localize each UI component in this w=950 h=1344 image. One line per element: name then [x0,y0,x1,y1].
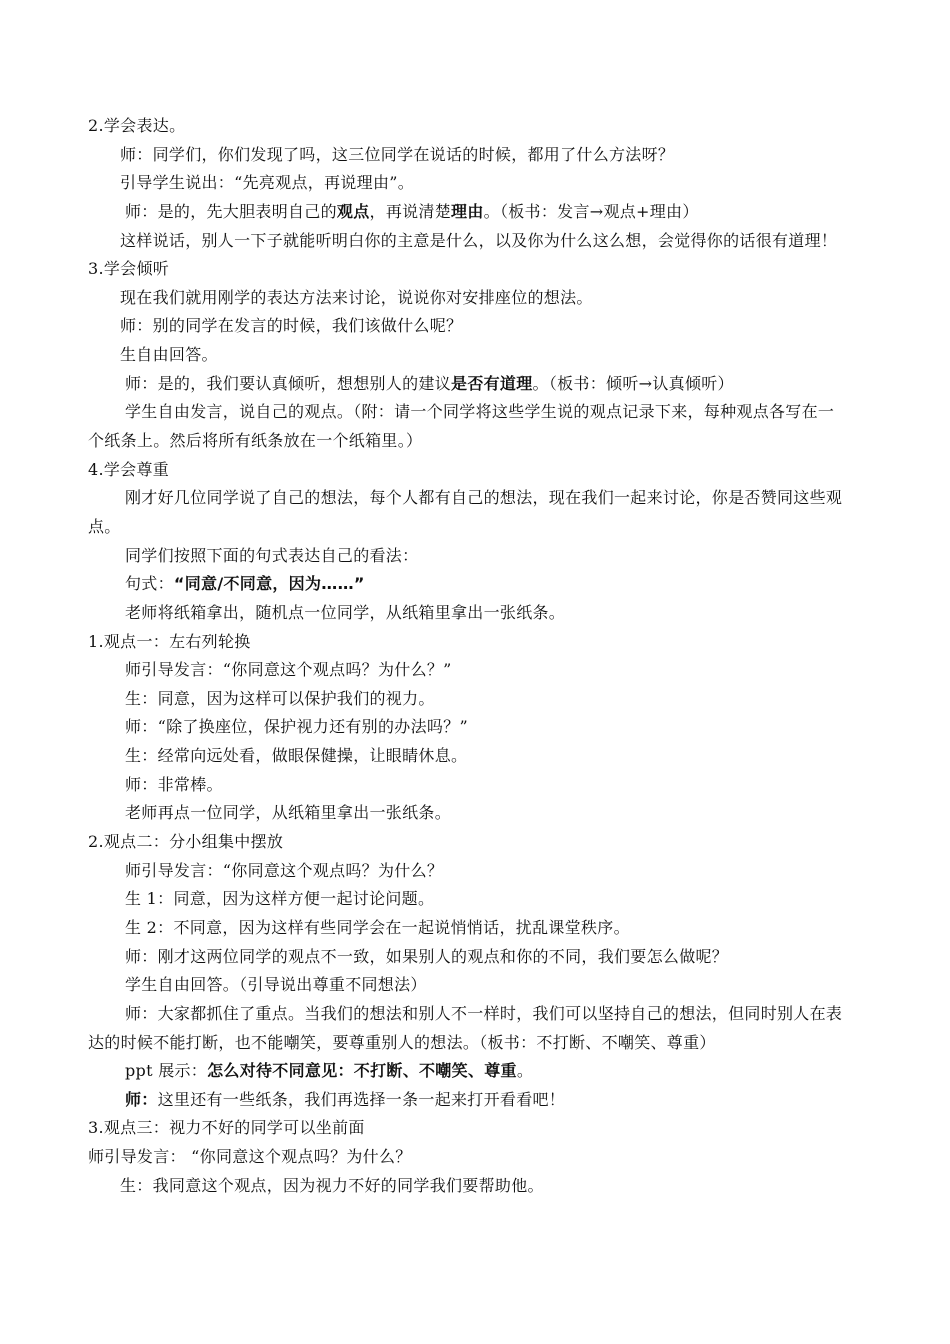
text-line [0,513,950,542]
document-body [0,112,950,1200]
text-segment: 2.学会表达。 [88,116,186,135]
text-segment: 3.观点三：视力不好的同学可以坐前面 [88,1118,365,1138]
text-line [0,1086,950,1115]
text-segment: 。（板书：倾听→认真倾听） [532,373,734,393]
text-segment: 点。 [88,516,121,536]
text-segment: 达的时候不能打断，也不能嘲笑，要尊重别人的想法。（板书：不打断、不嘲笑、尊重） [88,1032,716,1052]
text-segment: 4.学会尊重 [88,459,170,479]
text-line [0,599,950,628]
text-line [0,771,950,800]
text-line [0,656,950,685]
text-segment: 老师再点一位同学，从纸箱里拿出一张纸条。 [125,803,452,823]
text-line [0,112,950,141]
bold-text: 是否有道理 [451,373,533,393]
text-segment: 。 [516,1061,534,1081]
text-line [0,914,950,943]
text-line [0,971,950,1000]
text-line [0,169,950,198]
text-segment: 师：是的，我们要认真倾听，想想别人的建议 [125,373,452,393]
text-line [0,1029,950,1058]
text-segment: 学生自由发言，说自己的观点。（附：请一个同学将这些学生说的观点记录下来，每种观点各写在一 [125,402,835,422]
text-segment: 师：别的同学在发言的时候，我们该做什么呢？ [120,316,463,336]
text-line [0,885,950,914]
text-line [0,227,950,256]
text-segment: 。（板书：发言→观点+理由） [483,201,699,221]
text-segment: 同学们按照下面的句式表达自己的看法： [125,545,419,565]
text-segment: 现在我们就用刚学的表达方法来讨论，说说你对安排座位的想法。 [120,287,593,307]
text-line [0,570,950,599]
text-segment: 师引导发言：“你同意这个观点吗？为什么？ [125,860,444,880]
text-segment: 学生自由回答。（引导说出尊重不同想法） [125,975,427,995]
text-line [0,742,950,771]
text-line [0,255,950,284]
text-segment: 生：经常向远处看，做眼保健操，让眼睛休息。 [125,746,468,766]
bold-text: 观点 [336,201,370,221]
text-line [0,799,950,828]
text-line [0,341,950,370]
bold-text: 怎么对待不同意见：不打断、不嘲笑、尊重 [207,1061,517,1081]
text-segment: 师引导发言：“你同意这个观点吗？为什么？” [125,660,452,680]
text-line [0,456,950,485]
text-segment: 句式： [125,574,174,594]
text-line [0,370,950,399]
bold-text: 理由 [451,201,484,221]
text-line [0,628,950,657]
bold-text: “同意/不同意，因为……” [173,574,365,594]
text-line [0,542,950,571]
text-line [0,141,950,170]
text-line [0,685,950,714]
text-segment: 1.观点一：左右列轮换 [88,631,251,651]
text-segment: 师：同学们，你们发现了吗，这三位同学在说话的时候，都用了什么方法呀？ [120,144,675,164]
text-segment: 师：大家都抓住了重点。当我们的想法和别人不一样时，我们可以坚持自己的想法，但同时别人在表 [125,1003,843,1023]
text-line [0,484,950,513]
text-line [0,398,950,427]
text-line [0,198,950,227]
text-segment: 2.观点二：分小组集中摆放 [88,832,284,852]
text-line [0,284,950,313]
text-line [0,1000,950,1029]
text-segment: 生：我同意这个观点，因为视力不好的同学我们要帮助他。 [120,1175,544,1195]
text-line [0,1057,950,1086]
text-segment: ，再说清楚 [369,201,452,221]
text-line [0,713,950,742]
text-line [0,312,950,341]
bold-text: 师： [125,1089,158,1109]
text-segment: 生自由回答。 [120,345,218,365]
text-segment: 师：刚才这两位同学的观点不一致，如果别人的观点和你的不同，我们要怎么做呢？ [125,946,729,966]
text-line [0,427,950,456]
text-segment: 这样说话，别人一下子就能听明白你的主意是什么，以及你为什么这么想，会觉得你的话很有道理！ [120,230,838,250]
text-segment: 师：非常棒。 [125,774,223,794]
text-line [0,1114,950,1143]
text-line [0,1172,950,1201]
text-segment: 这里还有一些纸条，我们再选择一条一起来打开看看吧！ [157,1089,566,1109]
text-segment: 生 2：不同意，因为这样有些同学会在一起说悄悄话，扰乱课堂秩序。 [125,917,630,937]
text-line [0,828,950,857]
text-line [0,943,950,972]
text-line [0,1143,950,1172]
text-segment: 个纸条上。然后将所有纸条放在一个纸箱里。） [88,431,423,451]
text-segment: 师引导发言： “你同意这个观点吗？为什么？ [88,1147,412,1167]
text-segment: 老师将纸箱拿出，随机点一位同学，从纸箱里拿出一张纸条。 [125,602,566,622]
text-segment: 师：“除了换座位，保护视力还有别的办法吗？” [125,717,468,737]
text-segment: 师：是的，先大胆表明自己的 [125,201,337,221]
text-segment: 3.学会倾听 [88,259,170,279]
text-segment: ppt 展示： [125,1061,208,1081]
text-segment: 引导学生说出：“先亮观点，再说理由”。 [120,173,415,193]
text-segment: 刚才好几位同学说了自己的想法，每个人都有自己的想法，现在我们一起来讨论，你是否赞同这些观 [125,488,843,508]
text-segment: 生 1：同意，因为这样方便一起讨论问题。 [125,889,435,909]
text-segment: 生：同意，因为这样可以保护我们的视力。 [125,688,435,708]
text-line [0,857,950,886]
